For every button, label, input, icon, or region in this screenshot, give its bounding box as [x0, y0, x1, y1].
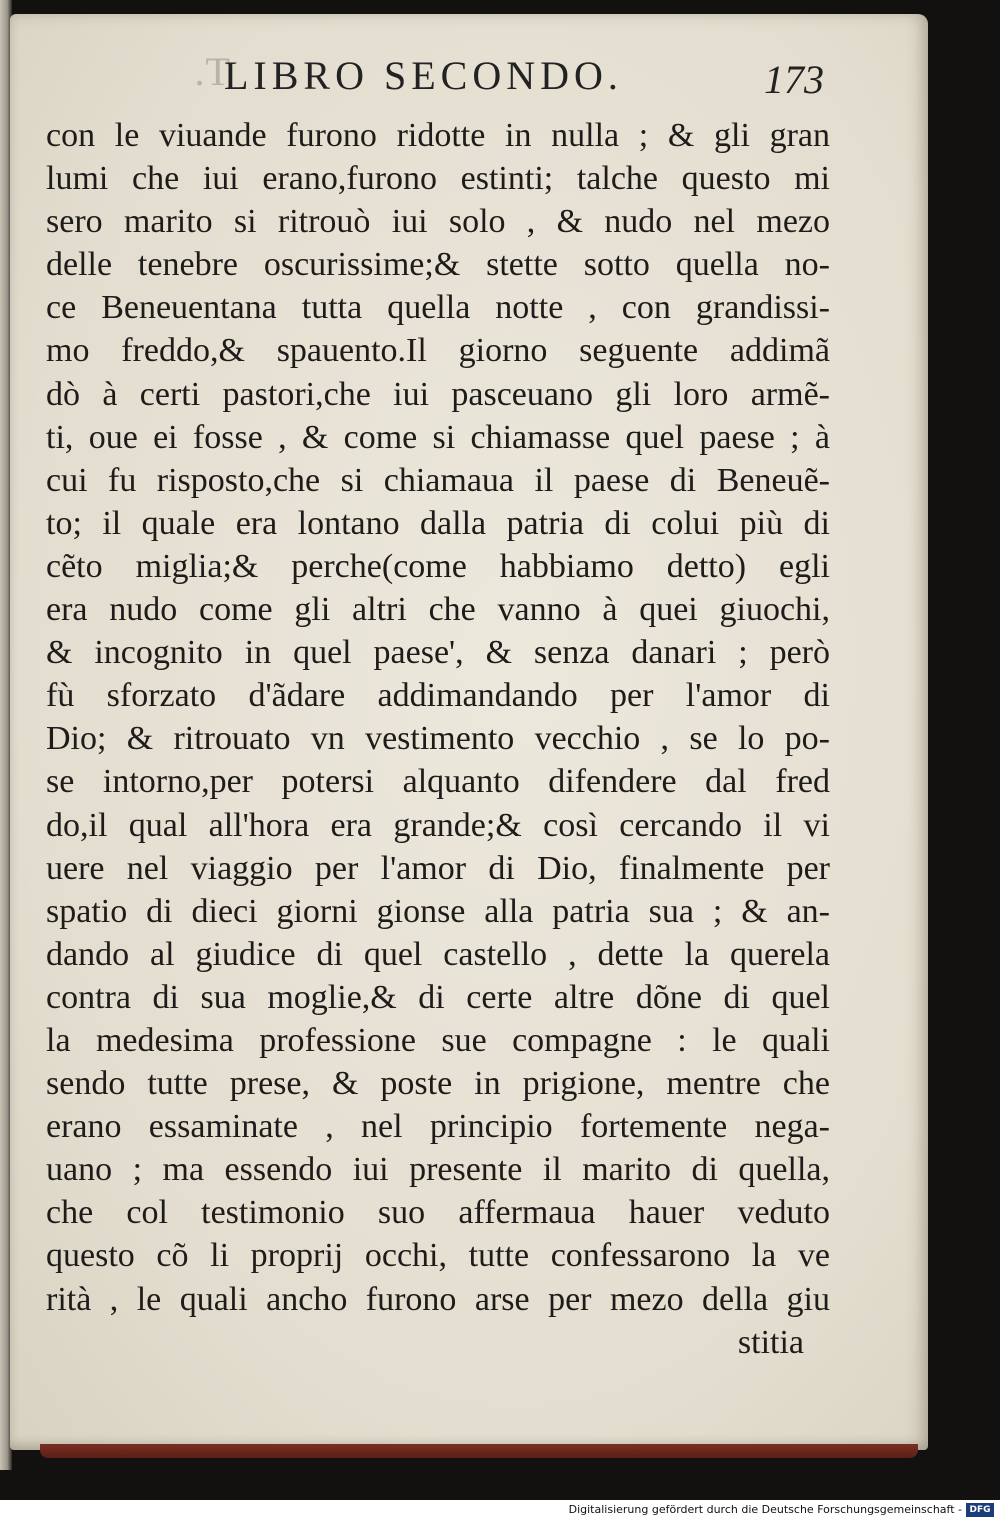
text-line: era nudo come gli altri che vanno à quei giuochi,: [46, 591, 830, 629]
text-line: ce Beneuentana tutta quella notte , con grandissi-: [46, 289, 830, 327]
dfg-logo-icon: DFG: [966, 1503, 994, 1517]
text-line: contra di sua moglie,& di certe altre dõne di quel: [46, 978, 830, 1016]
text-line: sero marito si ritrouò iui solo , & nudo nel mezo: [46, 203, 830, 241]
text-line: con le viuande furono ridotte in nulla ; & gli gran: [46, 117, 830, 154]
text-line: dando al giudice di quel castello , dette la querela: [46, 935, 830, 973]
text-line: se intorno,per potersi alquanto difendere dal fred: [46, 763, 830, 801]
text-line: uano ; ma essendo iui presente il marito di quella,: [46, 1151, 830, 1189]
funding-credit: Digitalisierung gefördert durch die Deutsche Forschungsgemeinschaft -: [568, 1503, 962, 1516]
text-line: cẽto miglia;& perche(come habbiamo detto) egli: [46, 547, 830, 585]
text-line: sendo tutte prese, & poste in prigione, mentre che: [46, 1065, 830, 1103]
text-line: la medesima professione sue compagne : le quali: [46, 1021, 830, 1059]
footer-bar: [0, 1500, 1000, 1520]
text-line: che col testimonio suo affermaua hauer veduto: [46, 1194, 830, 1232]
text-line: do,il qual all'hora era grande;& così cercando il vi: [46, 806, 830, 844]
text-line: & incognito in quel paese', & senza danari ; però: [46, 634, 830, 672]
text-line: spatio di dieci giorni gionse alla patria sua ; & an-: [46, 892, 830, 930]
text-line: uere nel viaggio per l'amor di Dio, finalmente per: [46, 849, 830, 887]
text-line: mo freddo,& spauento.Il giorno seguente addimã: [46, 332, 830, 370]
book-page: [10, 14, 928, 1450]
red-page-edge: [40, 1444, 918, 1458]
text-line: dò à certi pastori,che iui pasceuano gli loro armẽ-: [46, 375, 830, 413]
text-line: questo cõ li proprij occhi, tutte confessarono la ve: [46, 1237, 830, 1275]
text-line: erano essaminate , nel principio fortemente nega-: [46, 1108, 830, 1146]
show-through-bleed: T.: [190, 49, 230, 94]
body-text: [46, 114, 830, 1364]
text-line: rità , le quali ancho furono arse per mezo della giu: [46, 1280, 830, 1318]
page-number: 173: [764, 57, 824, 102]
running-title: LIBRO SECONDO.: [224, 53, 623, 98]
text-line: cui fu risposto,che si chiamaua il paese di Beneuẽ-: [46, 461, 830, 499]
text-line: delle tenebre oscurissime;& stette sotto quella no-: [46, 246, 830, 284]
text-line: to; il quale era lontano dalla patria di colui più di: [46, 504, 830, 542]
text-line: ti, oue ei fosse , & come si chiamasse quel paese ; à: [46, 418, 830, 456]
text-line: lumi che iui erano,furono estinti; talche questo mi: [46, 160, 830, 198]
page-header: [224, 50, 924, 102]
text-line: fù sforzato d'ãdare addimandando per l'amor di: [46, 677, 830, 715]
catchword: stitia: [737, 1323, 804, 1361]
text-line: Dio; & ritrouato vn vestimento vecchio , se lo po-: [46, 720, 830, 758]
